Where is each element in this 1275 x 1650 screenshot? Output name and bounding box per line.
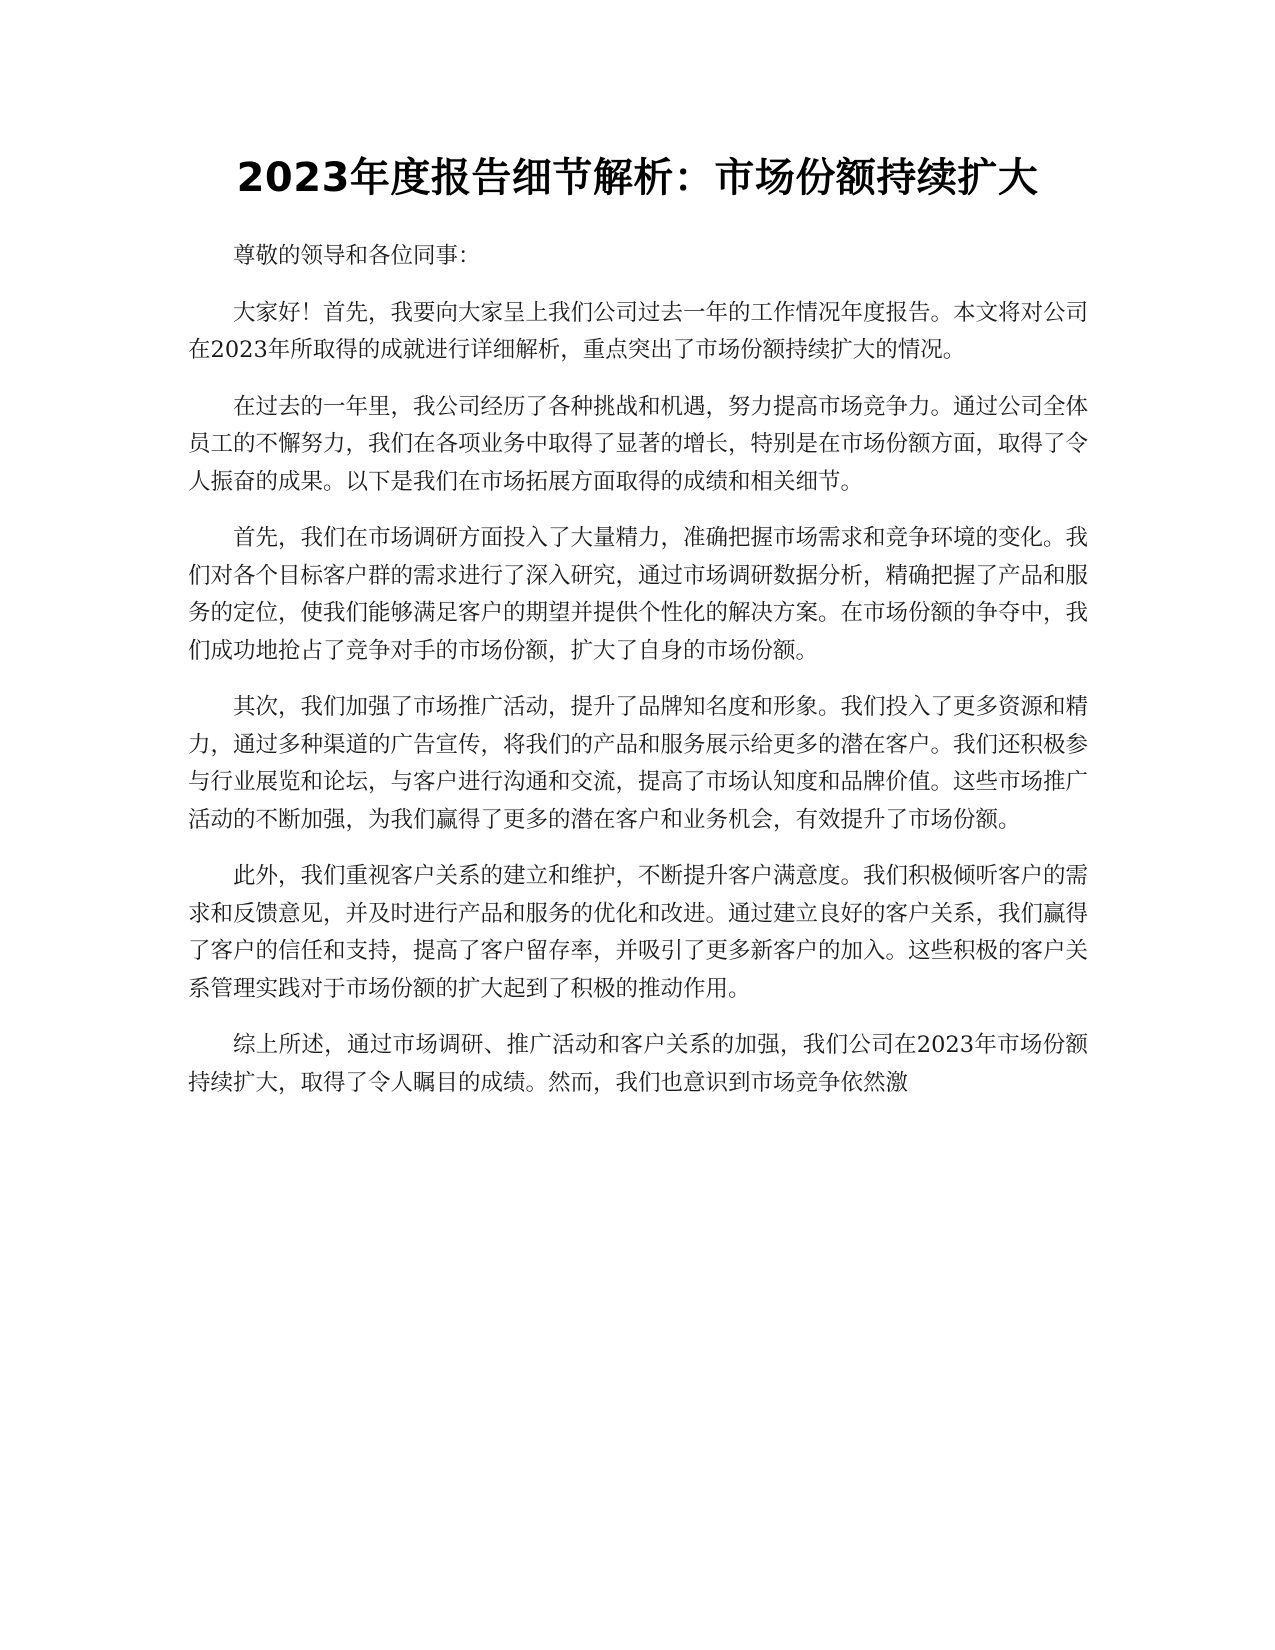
paragraph-summary: 综上所述，通过市场调研、推广活动和客户关系的加强，我们公司在2023年市场份额持续扩大，取得了令人瞩目的成绩。然而，我们也意识到市场竞争依然激 xyxy=(188,1032,1088,1096)
paragraph-market-research: 首先，我们在市场调研方面投入了大量精力，准确把握市场需求和竞争环境的变化。我们对各个目标客户群的需求进行了深入研究，通过市场调研数据分析，精确把握了产品和服务的定位，使我们能够满足客户的期望并提供个性化的解决方案。在市场份额的争夺中，我们成功地抢占了竞争对手的市场份额，扩大了自身的市场份额。 xyxy=(188,525,1089,664)
paragraph-salutation: 尊敬的领导和各位同事： xyxy=(233,243,481,269)
paragraph-overview: 在过去的一年里，我公司经历了各种挑战和机遇，努力提高市场竞争力。通过公司全体员工的不懈努力，我们在各项业务中取得了显著的增长，特别是在市场份额方面，取得了令人振奋的成果。以下是我们在市场拓展方面取得的成绩和相关细节。 xyxy=(188,393,1089,495)
document-body xyxy=(188,238,1088,1121)
paragraph-marketing: 其次，我们加强了市场推广活动，提升了品牌知名度和形象。我们投入了更多资源和精力，通过多种渠道的广告宣传，将我们的产品和服务展示给更多的潜在客户。我们还积极参与行业展览和论坛，与客户进行沟通和交流，提高了市场认知度和品牌价值。这些市场推广活动的不断加强，为我们赢得了更多的潜在客户和业务机会，有效提升了市场份额。 xyxy=(188,694,1089,833)
paragraph-customer-relations: 此外，我们重视客户关系的建立和维护，不断提升客户满意度。我们积极倾听客户的需求和反馈意见，并及时进行产品和服务的优化和改进。通过建立良好的客户关系，我们赢得了客户的信任和支持，提高了客户留存率，并吸引了更多新客户的加入。这些积极的客户关系管理实践对于市场份额的扩大起到了积极的推动作用。 xyxy=(188,863,1089,1002)
document-title: 2023年度报告细节解析：市场份额持续扩大 xyxy=(236,155,1039,201)
paragraph-intro: 大家好！首先，我要向大家呈上我们公司过去一年的工作情况年度报告。本文将对公司在2023年所取得的成就进行详细解析，重点突出了市场份额持续扩大的情况。 xyxy=(188,299,1089,363)
